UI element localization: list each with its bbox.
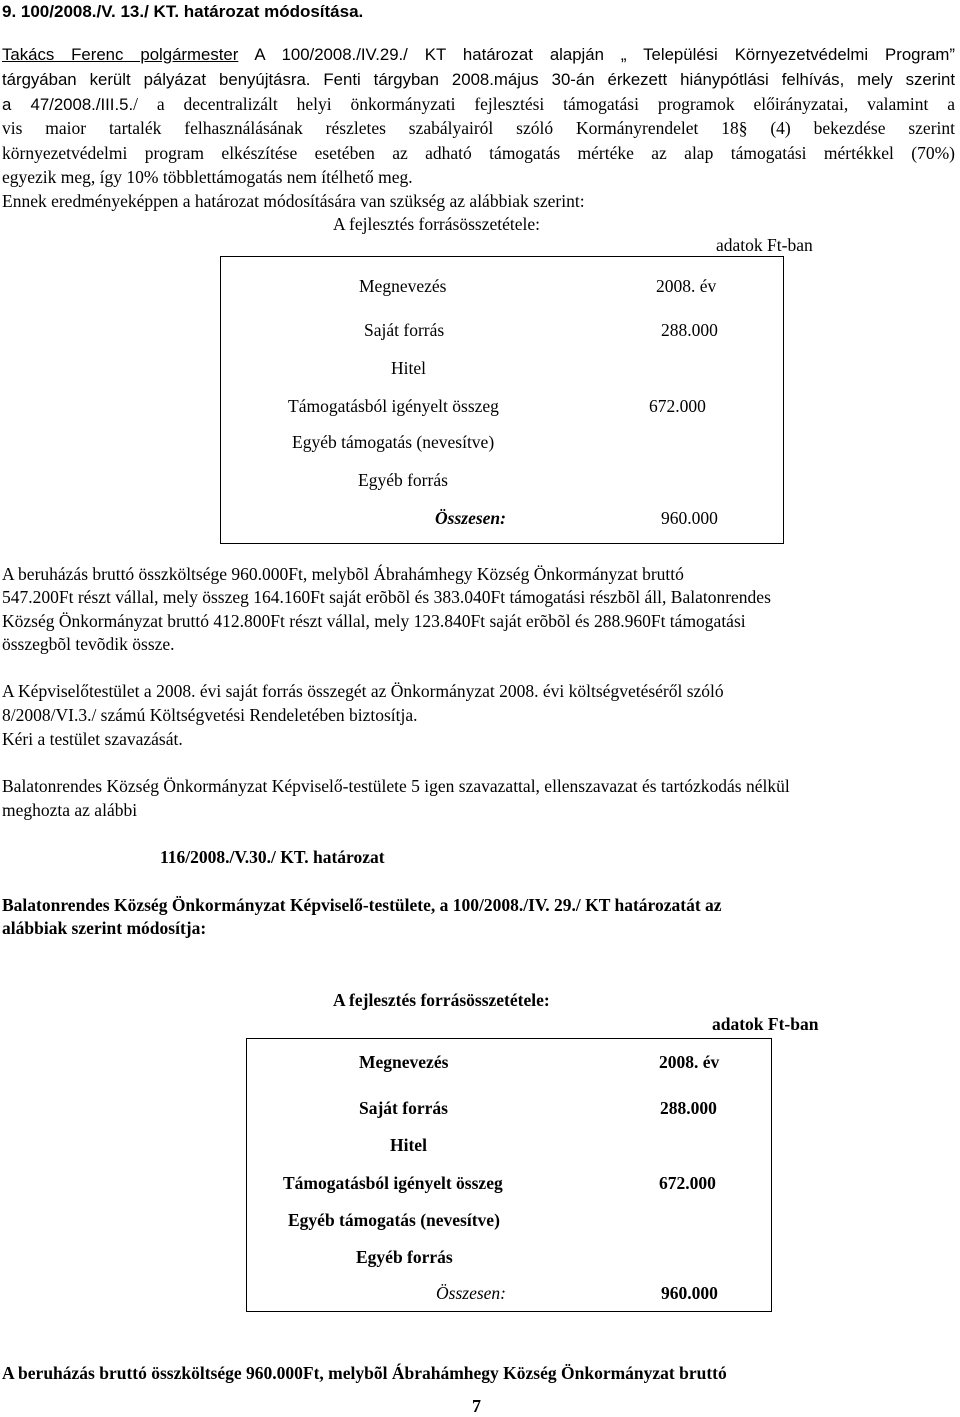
intro-line-1-rest: A 100/2008./IV.29./ KT határozat alapján „ Települési Környezetvédelmi Program”	[238, 45, 955, 64]
table2-row-label: Egyéb forrás	[356, 1247, 453, 1267]
page-number: 7	[472, 1396, 481, 1416]
budget-line-2: 8/2008/VI.3./ számú Költségvetési Rendeletében biztosítja.	[2, 705, 418, 725]
intro-line-3-start: a 47/2008./III.5.	[2, 95, 134, 114]
intro-line-2: tárgyában került pályázat benyújtásra. Fenti tárgyban 2008.május 30-án érkezett hiánypótlási felhívás, mely szerint	[2, 70, 955, 89]
intro-line-3	[2, 96, 955, 114]
vote-line-1: Balatonrendes Község Önkormányzat Képviselő-testülete 5 igen szavazattal, ellenszavazat és tartózkodás nélkül	[2, 776, 790, 796]
table1-title: A fejlesztés forrásösszetétele:	[333, 214, 540, 234]
budget-line-1: A Képviselőtestület a 2008. évi saját forrás összegét az Önkormányzat 2008. évi költségvetéséről szóló	[2, 681, 724, 701]
table2-row-label: Egyéb támogatás (nevesítve)	[288, 1210, 500, 1230]
table1-row-value: 672.000	[649, 396, 706, 416]
cost-line-2: 547.200Ft részt vállal, mely összeg 164.160Ft saját erõbõl és 383.040Ft támogatási részbõl áll, Balatonrendes	[2, 587, 771, 607]
intro-line-6: egyezik meg, így 10% többlettámogatás nem ítélhető meg.	[2, 167, 413, 187]
table1-row-label: Saját forrás	[364, 320, 445, 340]
final-cost-line: A beruházás bruttó összköltsége 960.000Ft, melybõl Ábrahámhegy Község Önkormányzat bruttó	[2, 1363, 727, 1383]
table1-row-label: Támogatásból igényelt összeg	[288, 396, 499, 416]
table1-total-label: Összesen:	[435, 508, 506, 528]
table2-col-name: Megnevezés	[359, 1052, 449, 1072]
vote-line-2: meghozta az alábbi	[2, 800, 138, 820]
intro-line-5: környezetvédelmi program elkészítése esetében az adható támogatás mértéke az alap támogatási mértékkel (70%)	[2, 143, 955, 163]
resolution-number: 116/2008./V.30./ KT. határozat	[160, 847, 385, 867]
table1-row-label: Hitel	[391, 358, 426, 378]
table2-title: A fejlesztés forrásösszetétele:	[333, 990, 550, 1010]
table1-row-value: 288.000	[661, 320, 718, 340]
table1-row-label: Egyéb forrás	[358, 470, 448, 490]
table2-row-label: Hitel	[390, 1135, 427, 1155]
table2-total-value: 960.000	[661, 1283, 718, 1303]
table1-row-label: Egyéb támogatás (nevesítve)	[292, 432, 495, 452]
cost-line-3: Község Önkormányzat bruttó 412.800Ft részt vállal, mely 123.840Ft saját erõbõl és 288.960Ft támogatási	[2, 611, 746, 631]
table1-col-name: Megnevezés	[359, 276, 447, 296]
budget-line-3: Kéri a testület szavazását.	[2, 729, 183, 749]
table2-unit: adatok Ft-ban	[712, 1014, 819, 1034]
table2-row-label: Támogatásból igényelt összeg	[283, 1173, 503, 1193]
table2-total-label: Összesen:	[436, 1283, 506, 1303]
section-heading: 9. 100/2008./V. 13./ KT. határozat módosítása.	[2, 2, 364, 21]
table1-col-year: 2008. év	[656, 276, 717, 296]
table2-col-year: 2008. év	[659, 1052, 720, 1072]
resolution-line-1: Balatonrendes Község Önkormányzat Képviselő-testülete, a 100/2008./IV. 29./ KT határozatát az	[2, 895, 722, 915]
cost-line-1: A beruházás bruttó összköltsége 960.000Ft, melybõl Ábrahámhegy Község Önkormányzat bruttó	[2, 564, 684, 584]
table2-row-value: 288.000	[660, 1098, 717, 1118]
table2-row-label: Saját forrás	[359, 1098, 448, 1118]
intro-line-1	[2, 47, 955, 64]
table2-row-value: 672.000	[659, 1173, 716, 1193]
intro-line-3-rest: / a decentralizált helyi önkormányzati fejlesztési támogatási programok előirányzatai, valamint a	[133, 94, 955, 114]
table1-unit: adatok Ft-ban	[716, 235, 813, 255]
mayor-name: Takács Ferenc polgármester	[2, 45, 239, 64]
table1-total-value: 960.000	[661, 508, 718, 528]
resolution-line-2: alábbiak szerint módosítja:	[2, 918, 207, 938]
cost-line-4: összegbõl tevõdik össze.	[2, 634, 175, 654]
intro-line-4: vis maior tartalék felhasználásának részletes szabályairól szóló Kormányrendelet 18§ (4) bekezdése szerint	[2, 118, 955, 138]
intro-line-7: Ennek eredményeképpen a határozat módosítására van szükség az alábbiak szerint:	[2, 191, 585, 211]
